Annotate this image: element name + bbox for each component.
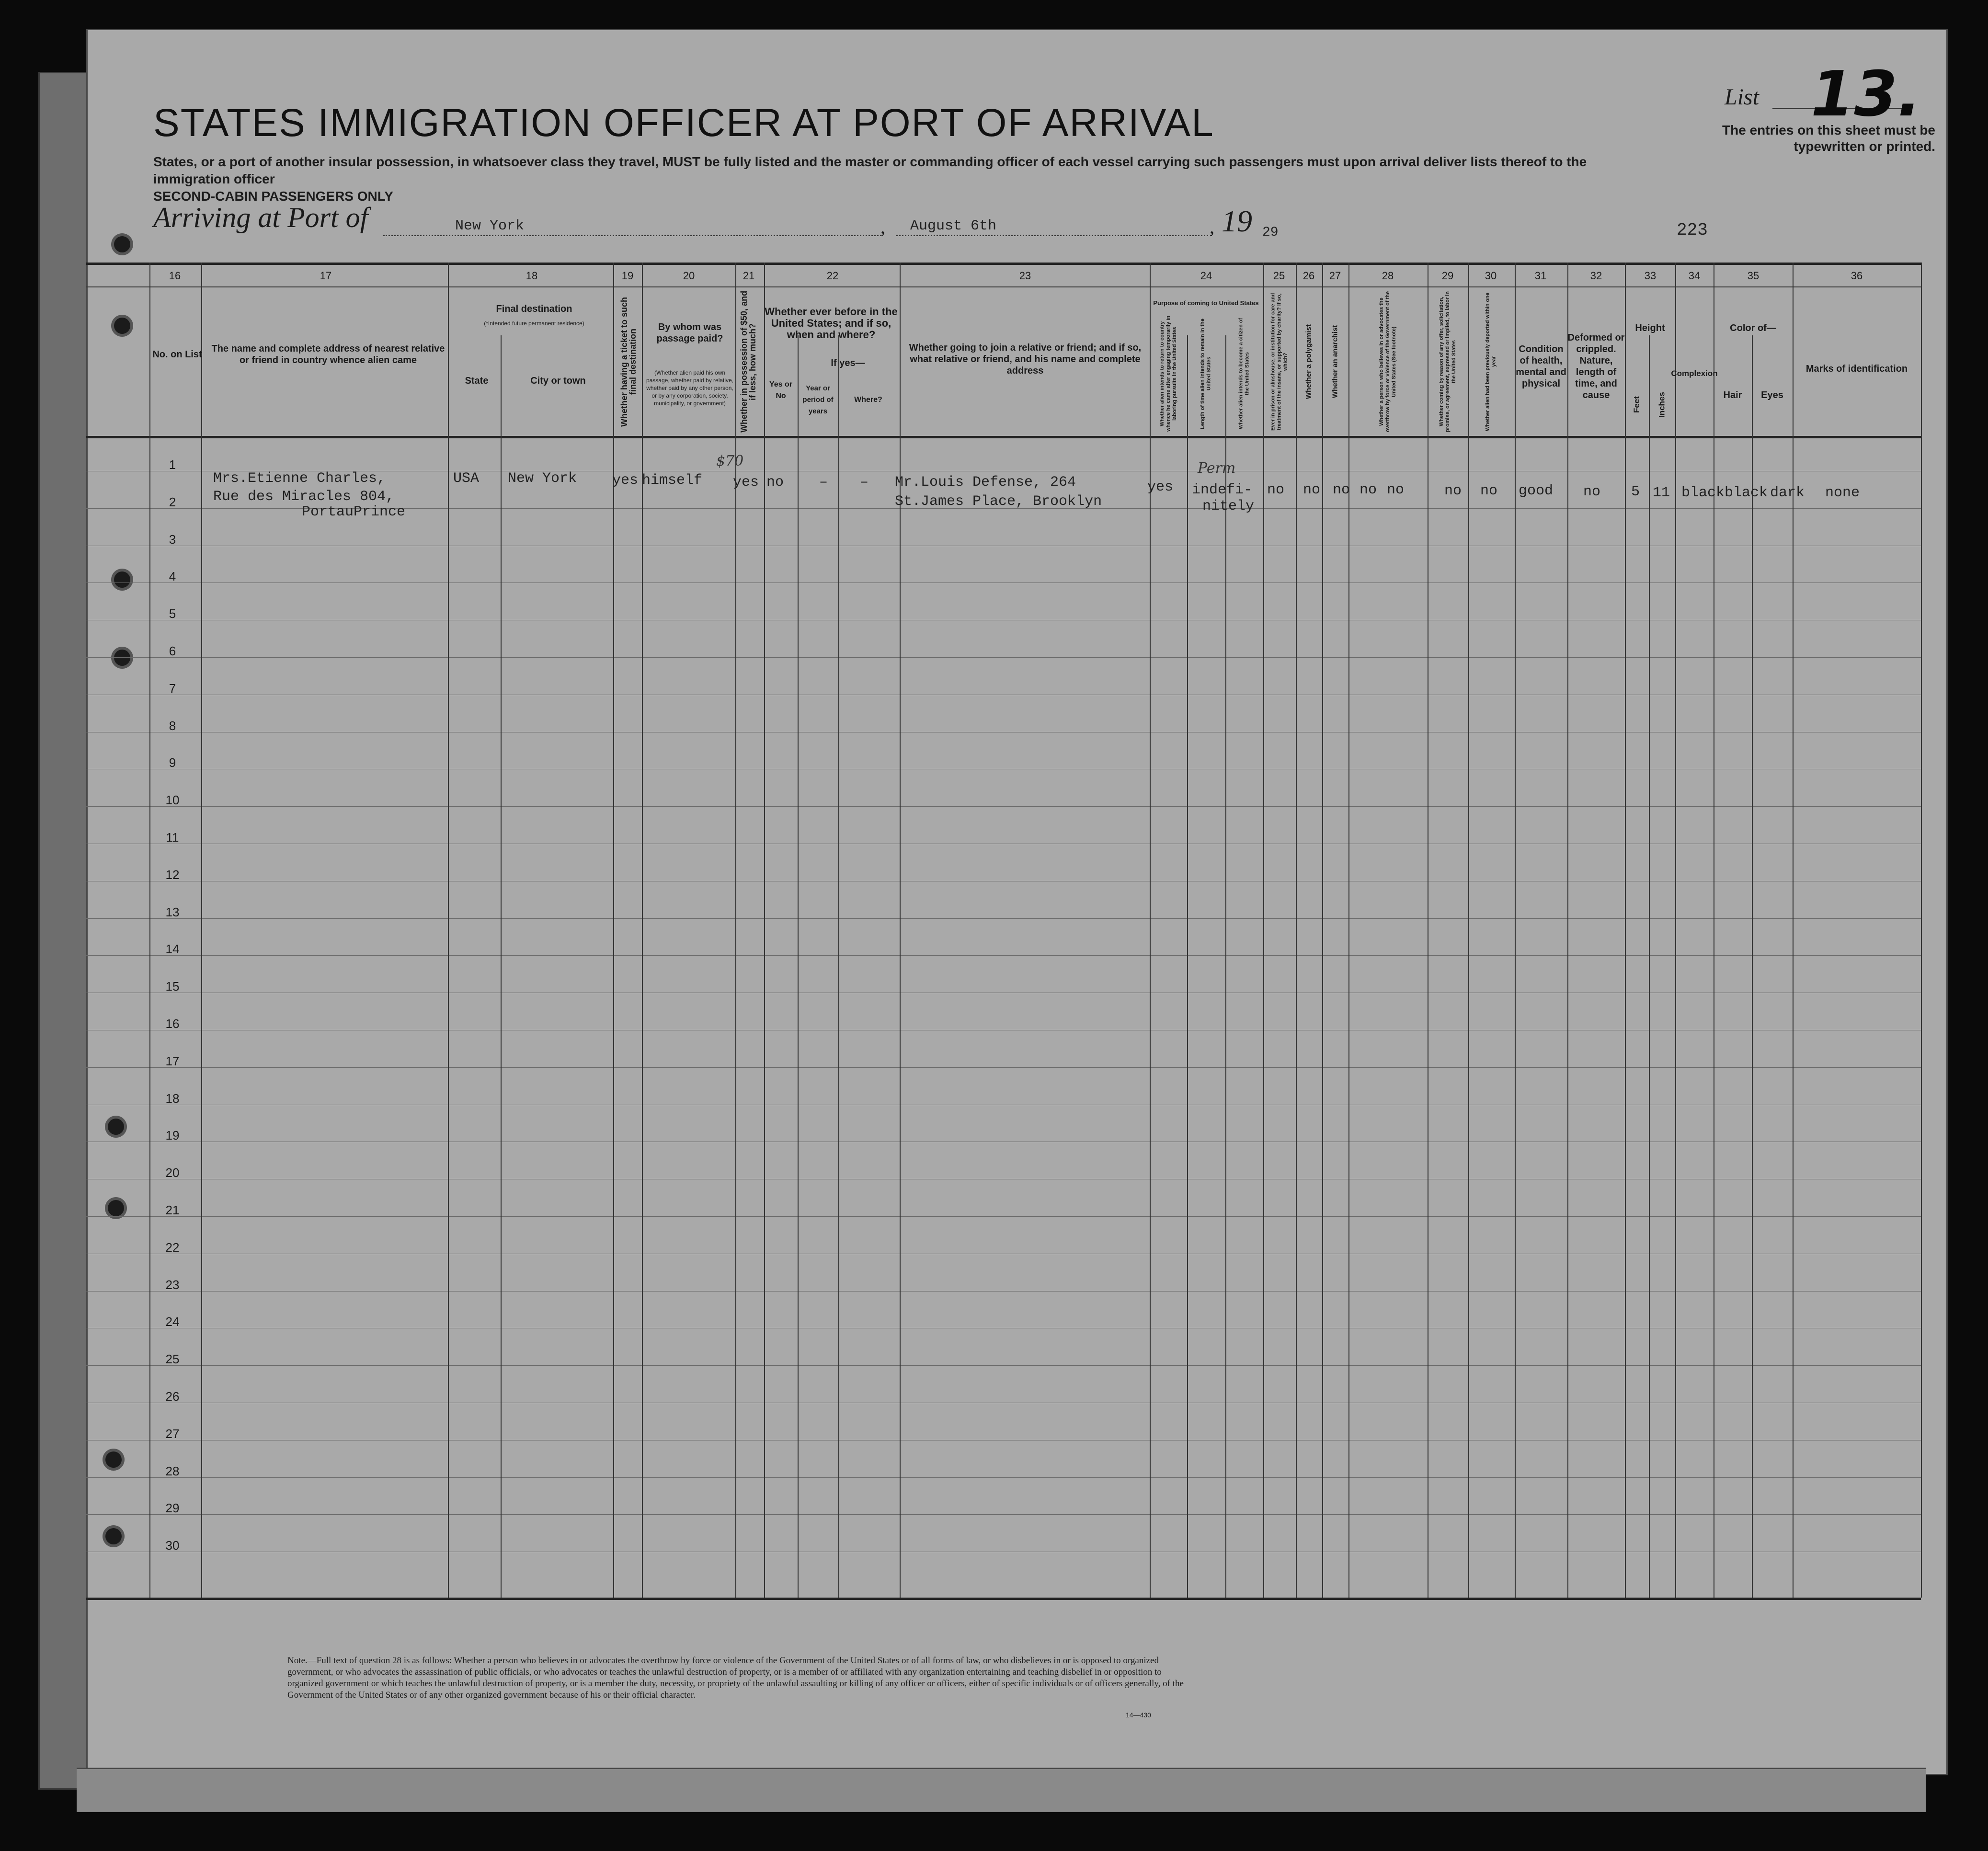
entry-ticket: yes	[612, 472, 639, 489]
column-number: 35	[1747, 270, 1759, 282]
header-labor-offer: Whether coming by reason of any offer, solicitation, promise, or agreement, expressed or implied, to labor in the United States	[1439, 291, 1457, 433]
row-number: 5	[169, 606, 176, 621]
row-number: 28	[165, 1464, 180, 1478]
entry-relative-line3: PortauPrince	[302, 504, 406, 520]
header-if-yes: If yes—	[831, 358, 865, 368]
header-overthrow: Whether a person who believes in or advocates the overthrow by force or violence of the Government of the United States (See footnote)	[1379, 291, 1397, 432]
column-number: 34	[1688, 270, 1701, 282]
row-number: 25	[165, 1352, 180, 1366]
row-number: 22	[165, 1240, 180, 1255]
entry-stay-line2: nitely	[1202, 498, 1255, 514]
header-return-intent: Whether alien intends to return to country whence he came after engaging temporarily in laboring pursuits in the United States	[1159, 315, 1177, 432]
entry-anarchist: no	[1360, 482, 1377, 498]
header-state: State	[465, 376, 489, 386]
header-yes-no: Yes or No	[769, 380, 793, 400]
entry-deported: no	[1480, 483, 1498, 499]
row-number: 24	[165, 1314, 180, 1329]
column-number: 30	[1485, 270, 1497, 282]
footnote: Note.—Full text of question 28 is as follows: Whether a person who believes in or advocates the overthrow by force or violence of the Government of the United States or of all forms of law, or who disbelieves in or is opposed to organized government, or who advocates the assassination of public officials, or who advocates or teaches the unlawful destruction of property, or is a member of or affiliated with any organization entertaining and teaching disbelief in or opposition to organized government or which teaches the unlawful destruction of property, or is a member the duty, necessity, or propriety of the unlawful assaulting or killing of any officer or officers, either of specific individuals or of officers generally, of the Government of the United States or of any other organized government because of his or their official character.	[287, 1656, 1184, 1700]
intro-line: States, or a port of another insular possession, in whatsoever class they travel, MUST be fully listed and the master or commanding officer of each vessel carrying such passengers must upon arrival deliver lists thereof to the immigration officer	[153, 154, 1587, 186]
year-suffix: 29	[1262, 225, 1279, 240]
column-rule	[1187, 335, 1188, 1598]
header-final-destination-note: (*Intended future permanent residence)	[484, 320, 584, 327]
column-number: 25	[1273, 270, 1285, 282]
column-rule	[1263, 263, 1264, 1598]
entry-prison: no	[1303, 482, 1321, 498]
column-number: 26	[1302, 270, 1315, 282]
header-prison: Ever in prison or almshouse, or institution for care and treatment of the insane, or supported by charity? If so, which?	[1270, 293, 1289, 431]
column-number: 29	[1441, 270, 1454, 282]
column-rule	[764, 263, 765, 1598]
entry-city: New York	[508, 470, 577, 487]
entry-relative-line1: Mrs.Etienne Charles,	[213, 470, 386, 487]
column-rule	[1625, 263, 1626, 1598]
entry-state: USA	[453, 470, 480, 487]
header-anarchist: Whether an anarchist	[1331, 325, 1339, 399]
header-before-in-us: Whether ever before in the United States; and if so, when and where?	[765, 306, 898, 341]
entry-inches: 11	[1653, 485, 1670, 501]
column-rule	[1752, 335, 1753, 1598]
column-rule	[1921, 263, 1922, 1598]
row-rule	[86, 1514, 1921, 1515]
column-number: 19	[621, 270, 634, 282]
entry-money-handwritten: $70	[716, 453, 744, 469]
entry-overthrow: no	[1387, 482, 1405, 498]
entry-hair: black	[1725, 485, 1768, 501]
header-height: Height	[1635, 323, 1665, 333]
column-rule	[838, 335, 839, 1598]
comma: ,	[1210, 216, 1214, 238]
row-number: 4	[169, 569, 176, 583]
column-number: 21	[743, 270, 755, 282]
year-prefix: 19	[1222, 204, 1252, 238]
header-no-on-list: No. on List	[152, 349, 202, 360]
column-number: 32	[1590, 270, 1602, 282]
header-inches: Inches	[1657, 392, 1667, 418]
entry-polygamist: no	[1333, 482, 1350, 498]
entry-paid-by: himself	[642, 472, 703, 489]
manifest-sheet	[86, 29, 1948, 1775]
grid-bottom-rule	[86, 1598, 1921, 1600]
row-number: 30	[165, 1538, 180, 1553]
entry-labor-offer: no	[1444, 483, 1462, 499]
row-number: 11	[166, 830, 179, 845]
row-number: 27	[165, 1427, 180, 1441]
row-rule	[86, 1477, 1921, 1478]
column-number: 31	[1534, 270, 1547, 282]
header-passage-note: (Whether alien paid his own passage, whether paid by relative, whether paid by any other person, or by any corporation, society, municipality, or government)	[646, 369, 734, 407]
column-rule	[1348, 263, 1349, 1598]
row-number: 8	[169, 719, 176, 733]
page-title: STATES IMMIGRATION OFFICER AT PORT OF ARRIVAL	[153, 101, 1214, 145]
row-number: 7	[169, 681, 176, 696]
column-rule	[900, 263, 901, 1598]
grid-header-rule	[86, 436, 1921, 438]
entry-relative-line2: Rue des Miracles 804,	[213, 489, 395, 505]
port-underline	[383, 235, 881, 236]
header-complexion: Complexion	[1671, 369, 1718, 378]
header-join-relative: Whether going to join a relative or friend; and if so, what relative or friend, and his name and complete address	[909, 343, 1142, 376]
binder-hole-icon	[114, 236, 130, 252]
header-health: Condition of health, mental and physical	[1516, 344, 1566, 389]
header-deported: Whether alien had been previously deported within one year	[1485, 292, 1497, 431]
column-rule	[1150, 263, 1151, 1598]
column-rule	[201, 263, 202, 1598]
entry-feet: 5	[1631, 484, 1640, 500]
row-number: 29	[165, 1501, 180, 1515]
column-number: 27	[1329, 270, 1341, 282]
column-rule	[642, 263, 643, 1598]
column-number: 36	[1851, 270, 1863, 282]
entry-join-line2: St.James Place, Brooklyn	[895, 493, 1102, 510]
entry-return-intent: yes	[1147, 479, 1174, 495]
binder-hole-icon	[108, 1200, 124, 1216]
entry-money: yes	[733, 474, 759, 491]
column-rule	[1225, 335, 1226, 1598]
row-rule	[86, 918, 1921, 919]
row-number: 15	[165, 979, 180, 994]
binder-hole-icon	[108, 1119, 124, 1135]
entry-eyes: dark	[1770, 485, 1805, 501]
date-value: August 6th	[910, 218, 997, 234]
row-number: 13	[165, 905, 180, 919]
entries-note: The entries on this sheet must be typewritten or printed.	[1722, 123, 1935, 154]
column-number: 28	[1382, 270, 1394, 282]
row-rule	[86, 1216, 1921, 1217]
entry-before-where: –	[860, 474, 869, 491]
binder-hole-icon	[105, 1451, 122, 1468]
comma: ,	[880, 216, 885, 238]
entry-stay-line1: indefi-	[1192, 482, 1253, 498]
entry-complexion: black	[1681, 485, 1725, 501]
binder-hole-icon	[114, 650, 130, 666]
row-rule	[86, 955, 1921, 956]
row-rule	[86, 1067, 1921, 1068]
header-purpose: Purpose of coming to United States	[1153, 299, 1259, 307]
column-rule	[448, 263, 449, 1598]
row-number: 17	[165, 1054, 180, 1068]
row-number: 2	[169, 495, 176, 509]
row-number: 1	[169, 457, 176, 472]
column-rule	[1675, 263, 1676, 1598]
arriving-label: Arriving at Port of	[153, 202, 368, 233]
sheet-edge	[77, 1768, 1926, 1812]
column-rule	[1649, 335, 1650, 1598]
column-number: 23	[1019, 270, 1031, 282]
column-number: 22	[826, 270, 839, 282]
column-rule	[1322, 263, 1323, 1598]
row-number: 14	[165, 942, 180, 956]
column-number: 24	[1200, 270, 1212, 282]
list-label: List	[1725, 84, 1759, 110]
grid-colnum-rule	[86, 286, 1921, 287]
header-color-of: Color of—	[1730, 323, 1776, 333]
column-rule	[613, 263, 614, 1598]
header-length-stay: Length of time alien intends to remain in the United States	[1200, 318, 1212, 429]
header-citizen-intent: Whether alien intends to become a citizen of the United States	[1238, 318, 1250, 430]
entry-citizen: no	[1267, 482, 1285, 498]
row-number: 19	[165, 1128, 180, 1143]
list-number: 13.	[1811, 57, 1921, 130]
intro-text	[153, 153, 1590, 205]
row-number: 3	[169, 532, 176, 547]
column-number: 16	[169, 270, 181, 282]
header-hair: Hair	[1723, 390, 1742, 400]
column-number: 17	[320, 270, 332, 282]
entry-health: good	[1519, 483, 1554, 499]
header-final-destination: Final destination	[496, 304, 572, 314]
column-number: 18	[526, 270, 538, 282]
header-money: Whether in possession of $50, and if less, how much?	[739, 290, 757, 433]
column-rule	[798, 335, 799, 1598]
row-number: 26	[165, 1389, 180, 1404]
entry-deformed: no	[1583, 484, 1601, 500]
header-feet: Feet	[1632, 396, 1641, 413]
binder-hole-icon	[114, 571, 130, 588]
row-number: 9	[169, 755, 176, 770]
column-rule	[1793, 263, 1794, 1598]
header-city: City or town	[530, 376, 586, 386]
header-ticket: Whether having a ticket to such final destination	[619, 297, 638, 427]
column-rule	[1567, 263, 1568, 1598]
row-number: 12	[165, 868, 180, 882]
row-number: 6	[169, 644, 176, 658]
binder-hole-icon	[114, 318, 130, 334]
column-number: 20	[683, 270, 695, 282]
column-rule	[1468, 263, 1469, 1598]
row-number: 20	[165, 1165, 180, 1180]
row-number: 18	[165, 1091, 180, 1106]
row-number: 16	[165, 1017, 180, 1031]
header-polygamist: Whether a polygamist	[1304, 324, 1313, 399]
header-marks: Marks of identification	[1805, 364, 1908, 374]
intro-subtitle: SECOND-CABIN PASSENGERS ONLY	[153, 189, 393, 204]
form-number: 14—430	[1126, 1711, 1151, 1719]
column-rule	[501, 335, 502, 1598]
row-rule	[86, 657, 1921, 658]
entry-stay-handwritten: Perm	[1198, 460, 1236, 477]
binder-hole-icon	[105, 1528, 122, 1544]
row-rule	[86, 1365, 1921, 1366]
column-number: 33	[1644, 270, 1657, 282]
row-rule	[86, 806, 1921, 807]
date-underline	[896, 235, 1212, 236]
row-number: 23	[165, 1278, 180, 1292]
header-passage: By whom was passage paid?	[656, 322, 723, 344]
entry-before: no	[766, 474, 784, 491]
column-rule	[1515, 263, 1516, 1598]
row-number: 21	[165, 1203, 180, 1217]
page-code: 223	[1677, 220, 1708, 240]
header-where: Where?	[854, 396, 882, 404]
header-deformed: Deformed or crippled. Nature, length of time, and cause	[1567, 332, 1625, 400]
entry-before-year: –	[819, 474, 828, 491]
grid-top-rule	[86, 263, 1921, 265]
row-number: 10	[165, 793, 180, 807]
port-value: New York	[455, 218, 525, 234]
entry-marks: none	[1825, 485, 1860, 501]
entry-join-line1: Mr.Louis Defense, 264	[895, 474, 1076, 491]
header-year: Year or period of years	[802, 384, 834, 415]
header-eyes: Eyes	[1761, 390, 1783, 400]
column-rule	[1296, 263, 1297, 1598]
header-relative: The name and complete address of nearest relative or friend in country whence alien came	[211, 343, 445, 366]
